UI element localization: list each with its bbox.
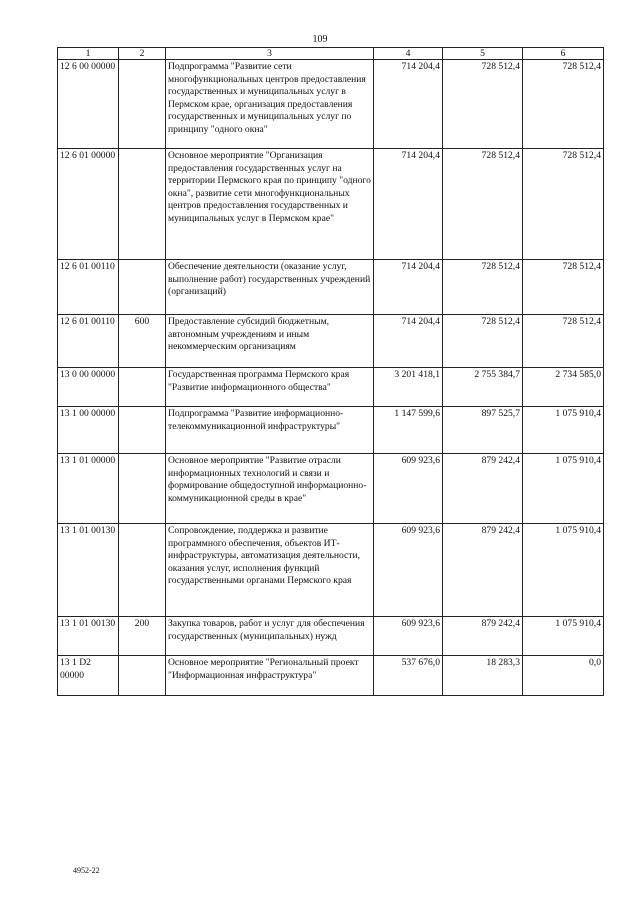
cell-name: Государственная программа Пермского края "Развитие информационного общества" [166, 368, 374, 407]
cell-expense-type [119, 407, 166, 454]
cell-name: Основное мероприятие "Организация предоставления государственных услуг на территории Пермского края по принципу "одного окна", развитие сети многофункциональных центров предоставления государственных и муниципальных услуг в Пермском крае" [166, 149, 374, 260]
cell-amount-year-1: 537 676,0 [374, 656, 443, 696]
cell-amount-year-2: 18 283,3 [443, 656, 523, 696]
cell-expense-type [119, 454, 166, 524]
cell-amount-year-2: 728 512,4 [443, 60, 523, 149]
cell-expense-type [119, 656, 166, 696]
table-row [58, 656, 604, 696]
cell-amount-year-2: 879 242,4 [443, 454, 523, 524]
cell-expense-type [119, 60, 166, 149]
column-header: 6 [523, 48, 604, 60]
column-header: 3 [166, 48, 374, 60]
cell-name: Основное мероприятие "Региональный проект "Информационная инфраструктура" [166, 656, 374, 696]
column-header: 4 [374, 48, 443, 60]
cell-amount-year-1: 609 923,6 [374, 617, 443, 656]
column-header: 1 [58, 48, 119, 60]
cell-amount-year-2: 897 525,7 [443, 407, 523, 454]
table-row [58, 617, 604, 656]
cell-code: 13 1 01 00130 [58, 617, 119, 656]
cell-amount-year-1: 609 923,6 [374, 524, 443, 617]
table-row [58, 407, 604, 454]
cell-amount-year-1: 714 204,4 [374, 315, 443, 368]
cell-amount-year-1: 714 204,4 [374, 149, 443, 260]
cell-expense-type [119, 149, 166, 260]
table-row [58, 524, 604, 617]
cell-amount-year-3: 1 075 910,4 [523, 454, 604, 524]
cell-amount-year-2: 2 755 384,7 [443, 368, 523, 407]
cell-amount-year-3: 1 075 910,4 [523, 617, 604, 656]
cell-amount-year-3: 728 512,4 [523, 60, 604, 149]
cell-code: 12 6 01 00110 [58, 260, 119, 315]
cell-amount-year-1: 1 147 599,6 [374, 407, 443, 454]
cell-amount-year-2: 728 512,4 [443, 149, 523, 260]
cell-code: 13 1 01 00000 [58, 454, 119, 524]
cell-amount-year-3: 728 512,4 [523, 260, 604, 315]
cell-expense-type [119, 524, 166, 617]
cell-name: Сопровождение, поддержка и развитие программного обеспечения, объектов ИТ-инфраструктуры, автоматизация деятельности, оказания услуг, исполнения функций государственными органами Пермского края [166, 524, 374, 617]
cell-amount-year-3: 728 512,4 [523, 149, 604, 260]
cell-name: Подпрограмма "Развитие информационно-телекоммуникационной инфраструктуры" [166, 407, 374, 454]
table-row [58, 60, 604, 149]
page-number: 109 [312, 34, 328, 45]
cell-amount-year-3: 2 734 585,0 [523, 368, 604, 407]
cell-expense-type [119, 260, 166, 315]
table-row [58, 368, 604, 407]
cell-code: 13 0 00 00000 [58, 368, 119, 407]
table-row [58, 315, 604, 368]
cell-amount-year-1: 714 204,4 [374, 260, 443, 315]
table-header-row [58, 48, 604, 60]
cell-code: 13 1 01 00130 [58, 524, 119, 617]
column-header: 5 [443, 48, 523, 60]
cell-expense-type [119, 368, 166, 407]
table-row [58, 454, 604, 524]
cell-amount-year-2: 879 242,4 [443, 524, 523, 617]
cell-expense-type: 200 [119, 617, 166, 656]
column-header: 2 [119, 48, 166, 60]
cell-amount-year-1: 609 923,6 [374, 454, 443, 524]
cell-amount-year-3: 728 512,4 [523, 315, 604, 368]
budget-table [57, 47, 604, 696]
table-row [58, 260, 604, 315]
cell-code: 13 1 00 00000 [58, 407, 119, 454]
cell-amount-year-3: 1 075 910,4 [523, 524, 604, 617]
cell-name: Закупка товаров, работ и услуг для обеспечения государственных (муниципальных) нужд [166, 617, 374, 656]
cell-name: Обеспечение деятельности (оказание услуг, выполнение работ) государственных учреждений (организаций) [166, 260, 374, 315]
cell-name: Основное мероприятие "Развитие отрасли информационных технологий и связи и формирование общедоступной информационно-коммуникационной среды в крае" [166, 454, 374, 524]
cell-amount-year-2: 879 242,4 [443, 617, 523, 656]
cell-expense-type: 600 [119, 315, 166, 368]
cell-amount-year-2: 728 512,4 [443, 260, 523, 315]
cell-code: 13 1 D2 00000 [58, 656, 119, 696]
cell-amount-year-2: 728 512,4 [443, 315, 523, 368]
table-row [58, 149, 604, 260]
cell-amount-year-3: 0,0 [523, 656, 604, 696]
document-code: 4952-22 [73, 866, 100, 875]
cell-code: 12 6 01 00110 [58, 315, 119, 368]
cell-name: Подпрограмма "Развитие сети многофункциональных центров предоставления государственных и муниципальных услуг в Пермском крае, организация предоставления государственных и муниципальных услуг по принципу "одного окна" [166, 60, 374, 149]
cell-amount-year-3: 1 075 910,4 [523, 407, 604, 454]
cell-amount-year-1: 714 204,4 [374, 60, 443, 149]
cell-code: 12 6 01 00000 [58, 149, 119, 260]
cell-amount-year-1: 3 201 418,1 [374, 368, 443, 407]
cell-code: 12 6 00 00000 [58, 60, 119, 149]
cell-name: Предоставление субсидий бюджетным, автономным учреждениям и иным некоммерческим организациям [166, 315, 374, 368]
